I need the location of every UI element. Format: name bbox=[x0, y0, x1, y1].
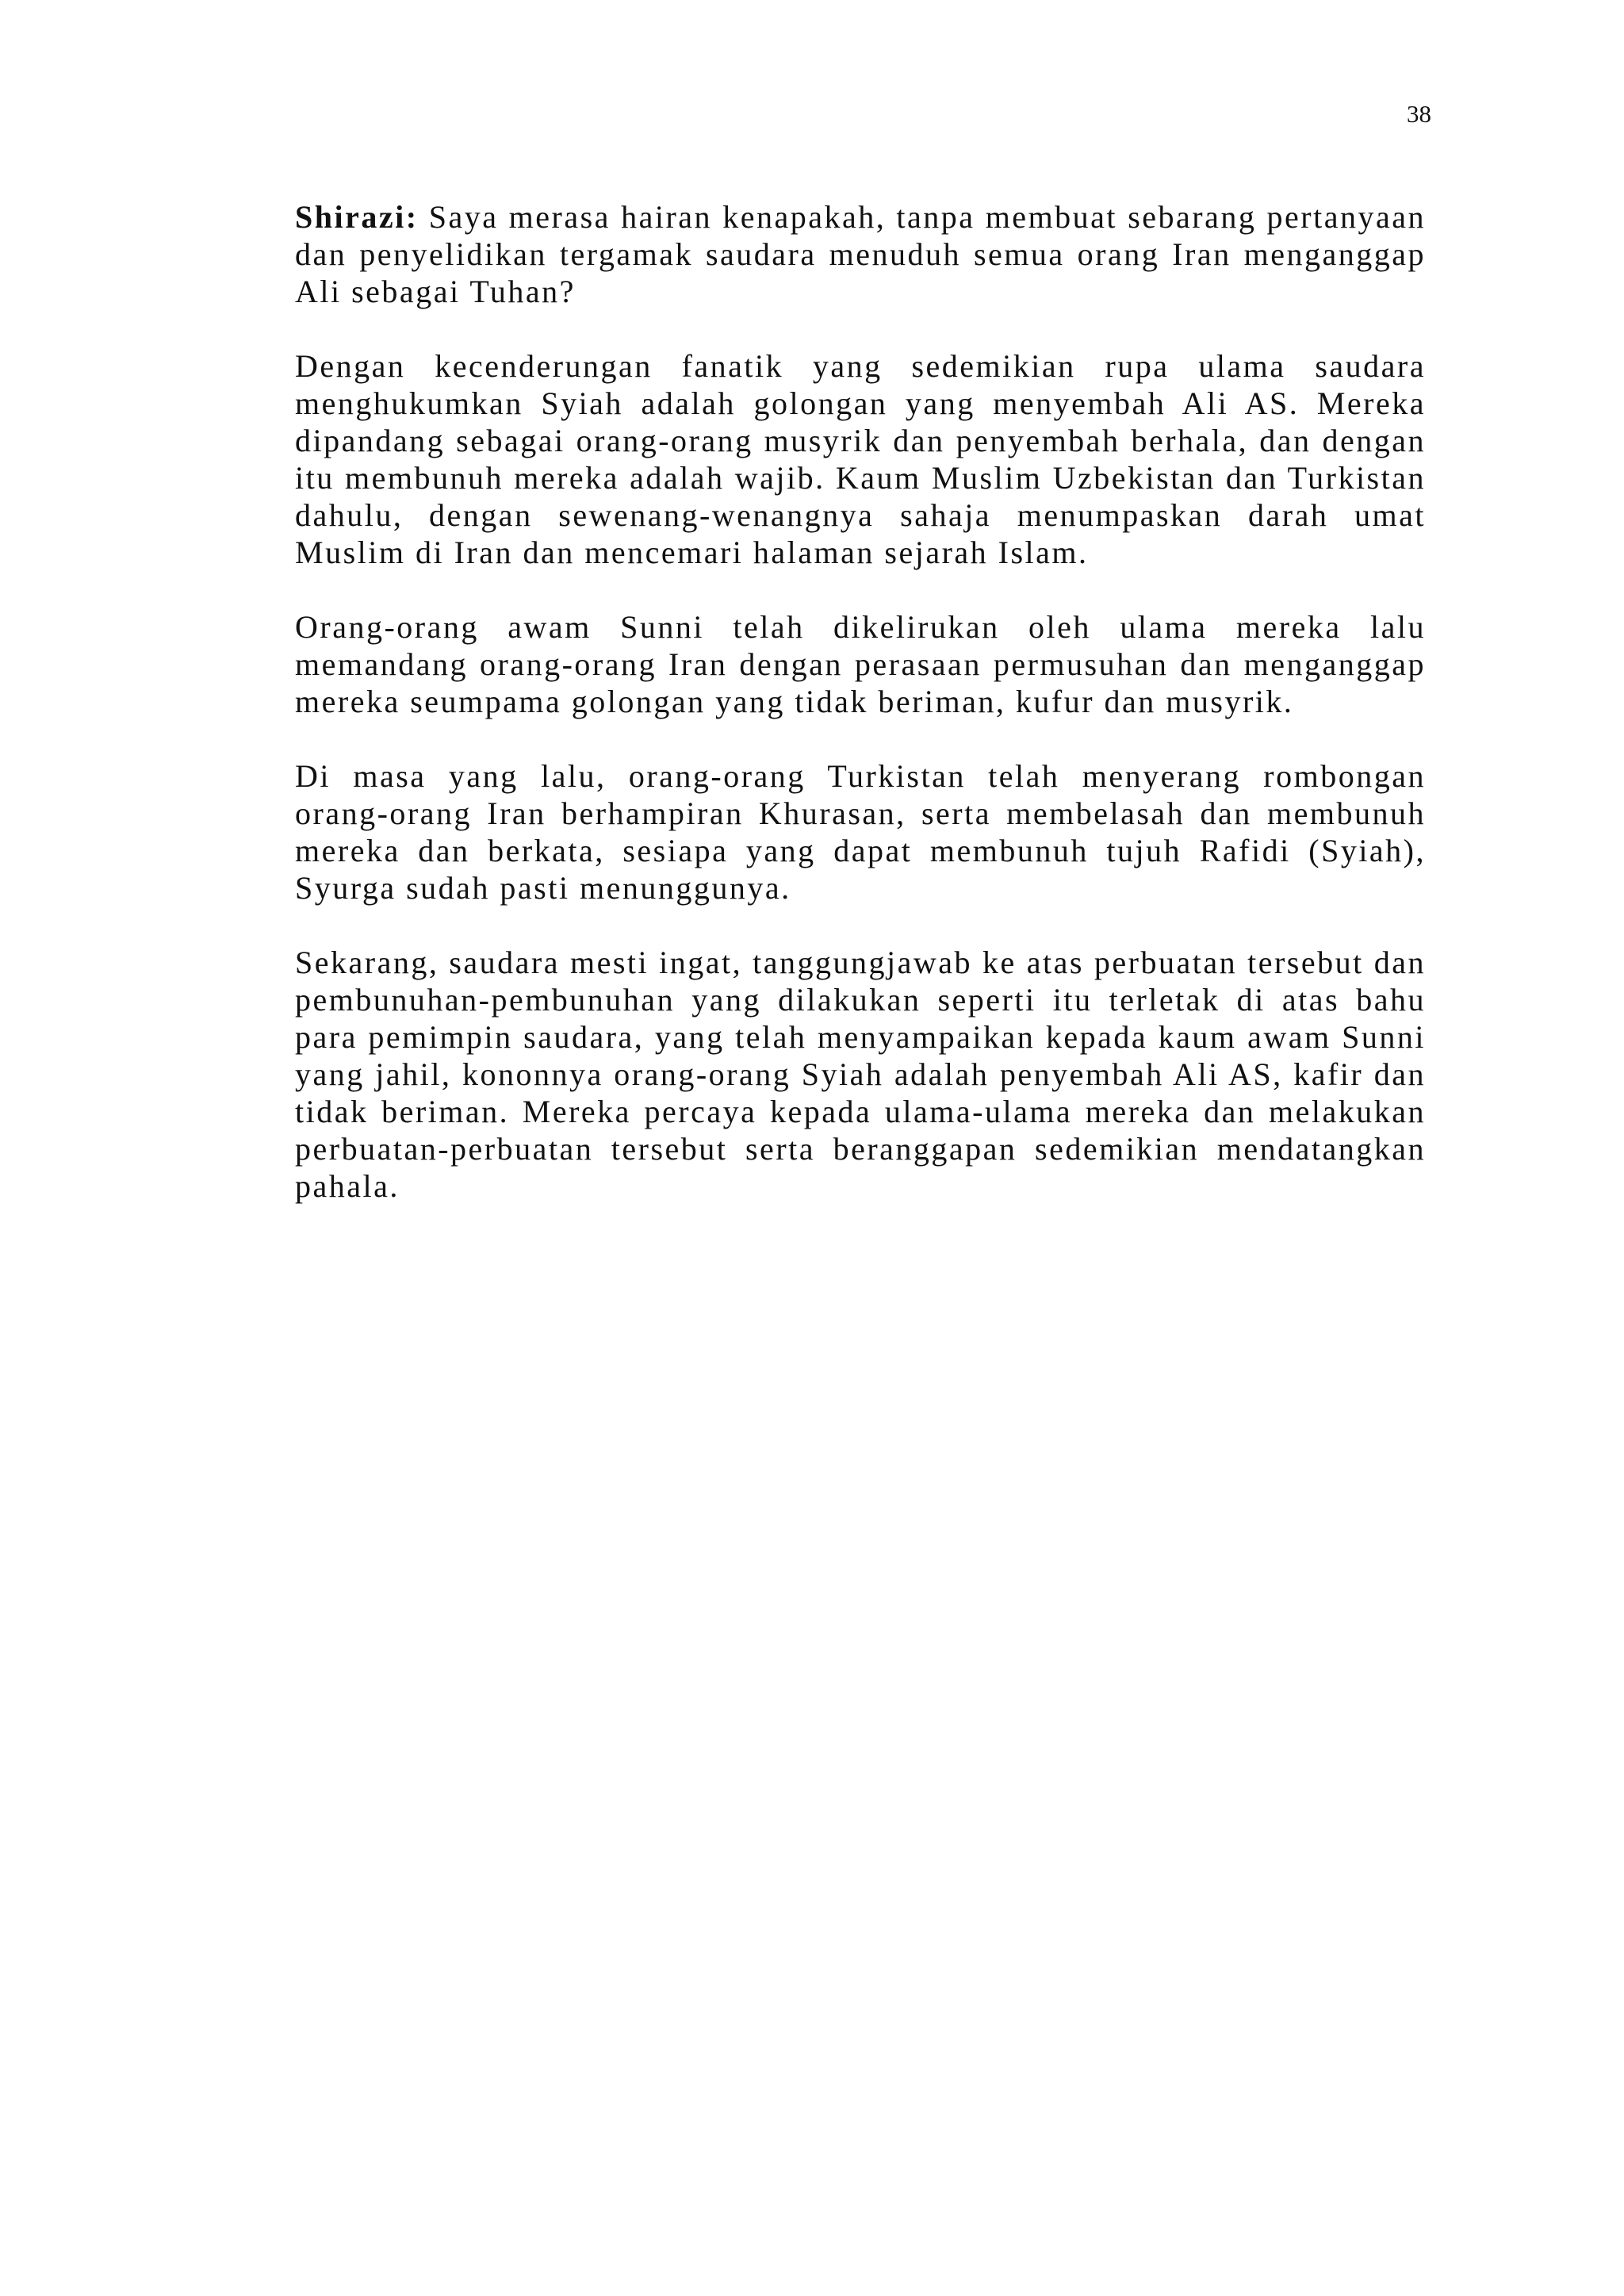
paragraph-1-text: Saya merasa hairan kenapakah, tanpa membuat sebarang pertanyaan dan penyelidikan tergamak saudara menuduh semua orang Iran menganggap Ali sebagai Tuhan? bbox=[295, 199, 1426, 309]
paragraph-2: Dengan kecenderungan fanatik yang sedemikian rupa ulama saudara menghukumkan Syiah adalah golongan yang menyembah Ali AS. Mereka dipandang sebagai orang-orang musyrik dan penyembah berhala, dan dengan itu membunuh mereka adalah wajib. Kaum Muslim Uzbekistan dan Turkistan dahulu, dengan sewenang-wenangnya sahaja menumpaskan darah umat Muslim di Iran dan mencemari halaman sejarah Islam. bbox=[295, 348, 1426, 570]
speaker-label: Shirazi: bbox=[295, 199, 419, 235]
document-body bbox=[295, 198, 1426, 1242]
paragraph-4: Di masa yang lalu, orang-orang Turkistan telah menyerang rombongan orang-orang Iran berhampiran Khurasan, serta membelasah dan membunuh mereka dan berkata, sesiapa yang dapat membunuh tujuh Rafidi (Syiah), Syurga sudah pasti menunggunya. bbox=[295, 758, 1426, 906]
page-number: 38 bbox=[1407, 100, 1431, 128]
paragraph-5: Sekarang, saudara mesti ingat, tanggungjawab ke atas perbuatan tersebut dan pembunuhan-pembunuhan yang dilakukan seperti itu terletak di atas bahu para pemimpin saudara, yang telah menyampaikan kepada kaum awam Sunni yang jahil, kononnya orang-orang Syiah adalah penyembah Ali AS, kafir dan tidak beriman. Mereka percaya kepada ulama-ulama mereka dan melakukan perbuatan-perbuatan tersebut serta beranggapan sedemikian mendatangkan pahala. bbox=[295, 945, 1426, 1204]
paragraph-1 bbox=[295, 198, 1426, 310]
paragraph-3: Orang-orang awam Sunni telah dikelirukan oleh ulama mereka lalu memandang orang-orang Iran dengan perasaan permusuhan dan menganggap mereka seumpama golongan yang tidak beriman, kufur dan musyrik. bbox=[295, 609, 1426, 719]
